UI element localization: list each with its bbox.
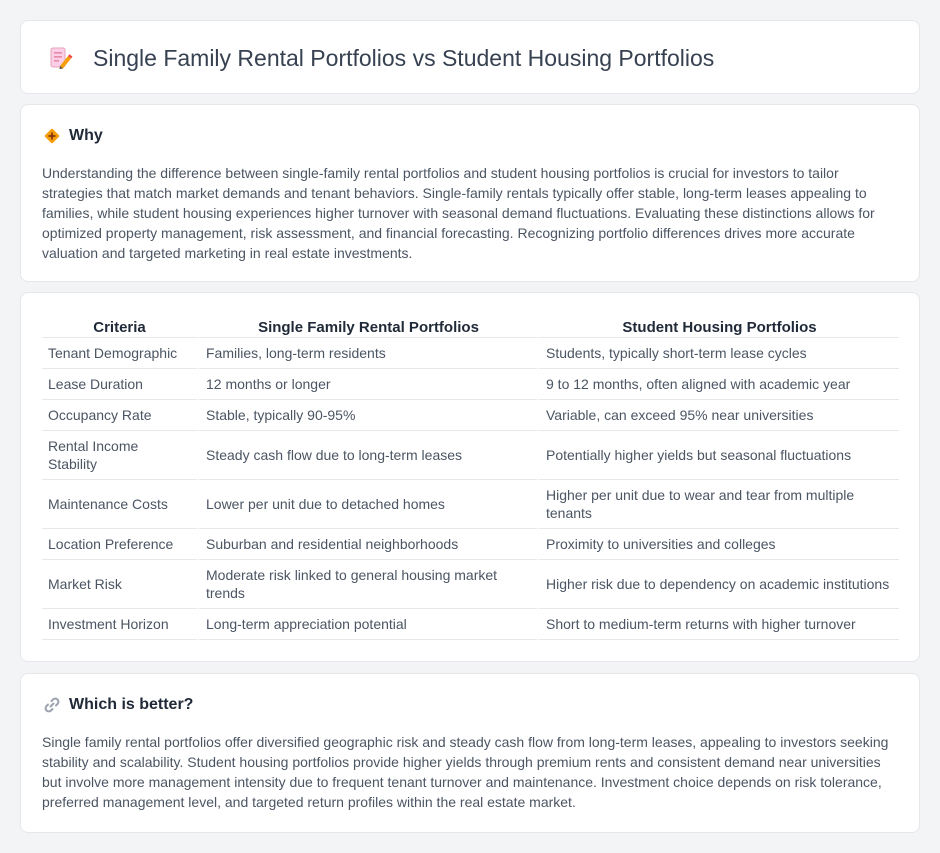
cell-single-family: Lower per unit due to detached homes: [197, 480, 537, 529]
which-better-section: [20, 673, 920, 833]
cell-student-housing: Proximity to universities and colleges: [537, 529, 899, 560]
cell-student-housing: Students, typically short-term lease cycles: [537, 338, 899, 369]
cell-student-housing: Potentially higher yields but seasonal fluctuations: [537, 431, 899, 480]
table-row: [42, 529, 899, 560]
cell-criteria: Occupancy Rate: [42, 400, 197, 431]
better-text: Single family rental portfolios offer diversified geographic risk and steady cash flow from long-term leases, appealing to investors seeking stability and scalability. Student housing portfolios provide higher yields through premium rents and consistent demand near universities but involve more management intensity due to frequent tenant turnover and maintenance. Investment choice depends on risk tolerance, preferred management level, and targeted return profiles within the real estate market.: [42, 734, 889, 810]
table-row: [42, 431, 899, 480]
why-text: Understanding the difference between single-family rental portfolios and student housing portfolios is crucial for investors to tailor strategies that match market demands and tenant behaviors. Single-family rentals typically offer stable, long-term leases appealing to families, while student housing experiences higher turnover with seasonal demand fluctuations. Evaluating these distinctions allows for optimized property management, risk assessment, and financial forecasting. Recognizing portfolio differences drives more accurate valuation and targeted marketing in real estate investments.: [42, 165, 875, 261]
header-single-family: Single Family Rental Portfolios: [197, 317, 537, 338]
link-icon: [43, 696, 61, 714]
cell-criteria: Investment Horizon: [42, 609, 197, 640]
title-card: [20, 20, 920, 94]
title-row: [47, 43, 714, 73]
cell-student-housing: Short to medium-term returns with higher turnover: [537, 609, 899, 640]
comparison-card: [20, 292, 920, 662]
table-row: [42, 338, 899, 369]
header-student-housing: Student Housing Portfolios: [537, 317, 899, 338]
table-row: [42, 480, 899, 529]
cell-criteria: Location Preference: [42, 529, 197, 560]
comparison-table: [42, 317, 899, 640]
table-row: [42, 560, 899, 609]
cell-single-family: Long-term appreciation potential: [197, 609, 537, 640]
why-header: [43, 127, 103, 145]
cell-single-family: Moderate risk linked to general housing market trends: [197, 560, 537, 609]
table-header-row: [42, 317, 899, 338]
table-row: [42, 369, 899, 400]
better-heading: Which is better?: [69, 696, 194, 713]
cell-criteria: Tenant Demographic: [42, 338, 197, 369]
cell-single-family: Stable, typically 90-95%: [197, 400, 537, 431]
cell-student-housing: Variable, can exceed 95% near universities: [537, 400, 899, 431]
cell-single-family: Suburban and residential neighborhoods: [197, 529, 537, 560]
page-title: Single Family Rental Portfolios vs Student Housing Portfolios: [93, 45, 715, 71]
cell-student-housing: Higher risk due to dependency on academic institutions: [537, 560, 899, 609]
better-header: [43, 696, 193, 714]
why-heading: Why: [69, 127, 103, 144]
cell-criteria: Lease Duration: [42, 369, 197, 400]
cell-student-housing: Higher per unit due to wear and tear from multiple tenants: [537, 480, 899, 529]
document-edit-icon: [47, 45, 73, 71]
cell-criteria: Maintenance Costs: [42, 480, 197, 529]
cell-single-family: 12 months or longer: [197, 369, 537, 400]
cell-single-family: Steady cash flow due to long-term leases: [197, 431, 537, 480]
table-row: [42, 400, 899, 431]
cell-criteria: Rental Income Stability: [42, 431, 197, 480]
diamond-warning-icon: [43, 127, 61, 145]
cell-single-family: Families, long-term residents: [197, 338, 537, 369]
header-criteria: Criteria: [42, 317, 197, 338]
cell-criteria: Market Risk: [42, 560, 197, 609]
why-section: [20, 104, 920, 282]
table-row: [42, 609, 899, 640]
cell-student-housing: 9 to 12 months, often aligned with academic year: [537, 369, 899, 400]
